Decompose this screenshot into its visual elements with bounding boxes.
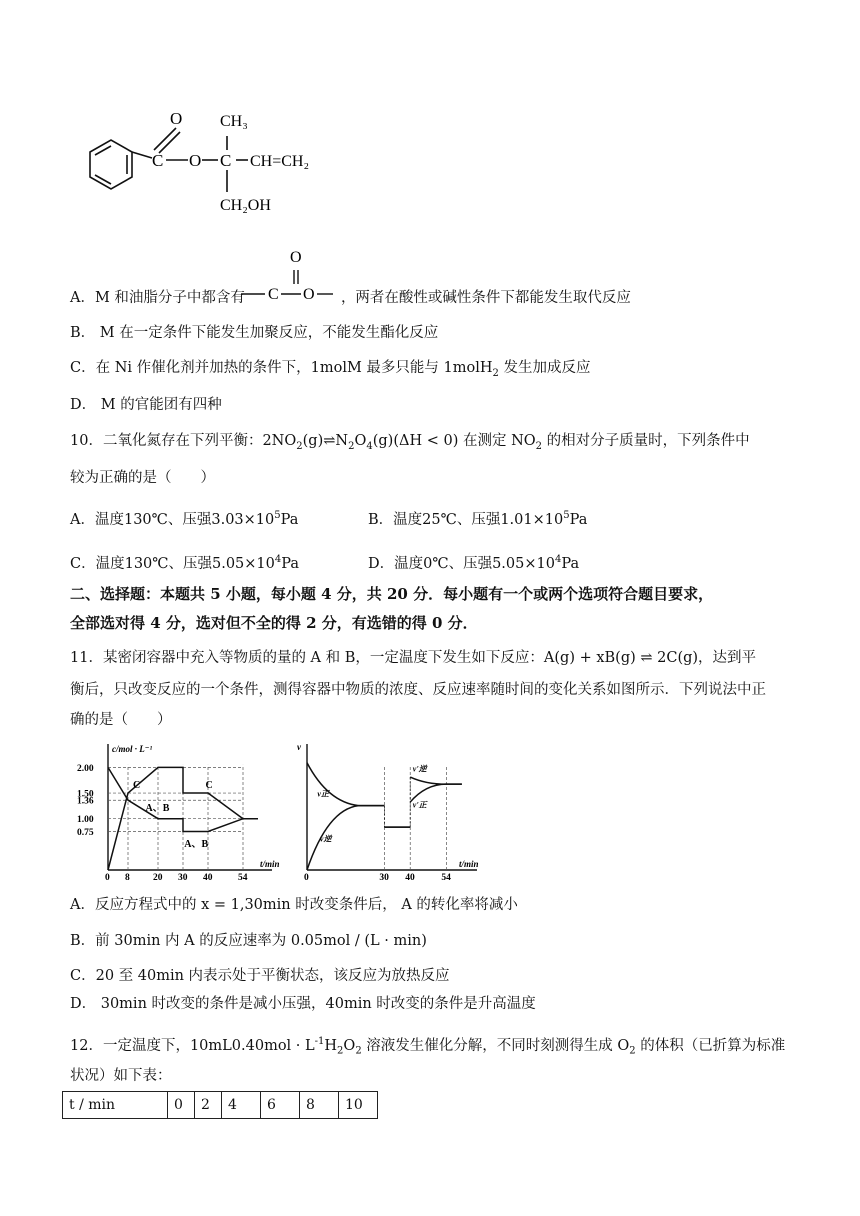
section-heading-line2: 全部选对得 4 分，选对但不全的得 2 分，有选错的得 0 分． [70, 614, 478, 632]
hydroxymethyl-group: CH₂OH [220, 197, 271, 214]
y-tick-label: 2.00 [77, 763, 94, 774]
series-label: v正 [317, 789, 329, 799]
q9-option-b: B． M 在一定条件下能发生加聚反应，不能发生酯化反应 [70, 325, 439, 341]
vinyl-group: CH=CH₂ [250, 153, 310, 170]
q11-option-b: B．前 30min 内 A 的反应速率为 0.05mol / (L · min) [70, 933, 427, 949]
section-heading: 二、选择题：本题共 5 小题，每小题 4 分，共 20 分．每小题有一个或两个选项符合题目要求， [70, 585, 714, 603]
q9-option-a: A．M 和油脂分子中都含有 ，两者在酸性或碱性条件下都能发生取代反应 [70, 290, 631, 306]
series-label-a-b: A、B [145, 803, 170, 814]
series-label-a-b: A、B [184, 838, 209, 850]
x-tick-label: 0 [105, 873, 110, 880]
table-cell: 2 [195, 1092, 222, 1119]
svg-text:O: O [290, 249, 302, 266]
quat-c: C [220, 151, 232, 170]
x-tick-label: 40 [203, 873, 213, 880]
x-tick-label: 8 [125, 873, 130, 880]
table-row [63, 1092, 378, 1119]
table-cell: 6 [261, 1092, 300, 1119]
x-tick-label: 40 [405, 873, 415, 880]
y-tick-label: 1.00 [77, 815, 94, 826]
table-cell: t / min [63, 1092, 168, 1119]
x-tick-label: 30 [178, 873, 188, 880]
q10-option-b: B．温度25℃、压强$1.01\times 10^5Pa$ [368, 510, 588, 528]
q12-stem-line2: 状况）如下表： [70, 1068, 172, 1084]
table-cell: 0 [168, 1092, 195, 1119]
concentration-chart [75, 738, 285, 880]
carbonyl-o: O [170, 109, 183, 128]
methyl-group: CH₃ [220, 113, 248, 130]
q9-option-d: D． M 的官能团有四种 [70, 397, 222, 413]
q10-option-d: D．温度0℃、压强$5.05\times 10^4Pa$ [368, 554, 580, 572]
data-table [62, 1091, 378, 1119]
q10-option-c: C．温度130℃、压强$5.05\times 10^4Pa$ [70, 554, 300, 572]
table-cell: 10 [339, 1092, 378, 1119]
series-label: v逆 [319, 834, 332, 844]
x-tick-label: 54 [238, 873, 248, 880]
table-cell: 8 [300, 1092, 339, 1119]
svg-text:C: C [268, 286, 279, 303]
x-tick-label: 20 [153, 873, 163, 880]
ester-fragment [237, 240, 337, 310]
x-tick-label: 30 [379, 873, 389, 880]
q11-option-d: D． 30min 时改变的条件是减小压强，40min 时改变的条件是升高温度 [70, 996, 536, 1012]
structure-formula-m [70, 100, 360, 230]
y-tick-label: 1.36 [77, 796, 94, 807]
q11-option-a: A．反应方程式中的 x = 1,30min 时改变条件后， A 的转化率将减小 [70, 897, 518, 913]
q11-option-c: C．20 至 40min 内表示处于平衡状态，该反应为放热反应 [70, 968, 450, 984]
benzene-ring [90, 140, 132, 189]
q9-option-c: C．在 Ni 作催化剂并加热的条件下，1molM 最多只能与 1molH$_2$ 发生加成反应 [70, 360, 591, 379]
series-label-c: C [205, 779, 213, 791]
table-cell: 4 [222, 1092, 261, 1119]
x-tick-label: 0 [304, 873, 309, 880]
ester-o: O [189, 151, 202, 170]
x-axis-label: t/min [459, 859, 479, 869]
q11-stem-line2: 衡后，只改变反应的一个条件，测得容器中物质的浓度、反应速率随时间的变化关系如图所示．下列说法中正 [70, 682, 766, 698]
q10-stem-line2: 较为正确的是（ ） [70, 470, 215, 486]
rate-chart [293, 738, 485, 880]
series-label-c: C [133, 779, 141, 791]
carbonyl-c: C [152, 151, 164, 170]
svg-text:O: O [303, 286, 315, 303]
x-tick-label: 54 [441, 873, 451, 880]
q10-option-a: A．温度130℃、压强$3.03\times 10^5Pa$ [70, 510, 299, 528]
y-axis-label: v [297, 742, 301, 752]
series-label: v'逆 [412, 764, 427, 774]
y-axis-label: c/mol · L⁻¹ [112, 744, 153, 754]
x-axis-label: t/min [260, 859, 280, 869]
q10-stem: 10．二氧化氮存在下列平衡：$2NO_2(g)\rightleftharpoons N_2O_4(g)(\Delta H < 0)$ 在测定 $NO_2$ 的相对分子质量时，下列条件中 [70, 433, 750, 452]
q11-stem-line3: 确的是（ ） [70, 712, 172, 728]
q12-stem: 12．一定温度下，$10mL0.40mol \cdot L^{-1}H_2O_2$ 溶液发生催化分解，不同时刻测得生成 $O_2$ 的体积（已折算为标准 [70, 1036, 786, 1057]
y-tick-label: 0.75 [77, 828, 94, 839]
q11-stem: 11．某密闭容器中充入等物质的量的 A 和 B，一定温度下发生如下反应：A(g) + xB(g) ⇌ 2C(g)，达到平 [70, 650, 757, 666]
y-tick-label: 1.50 [77, 789, 94, 800]
series-label: v'正 [412, 800, 427, 810]
